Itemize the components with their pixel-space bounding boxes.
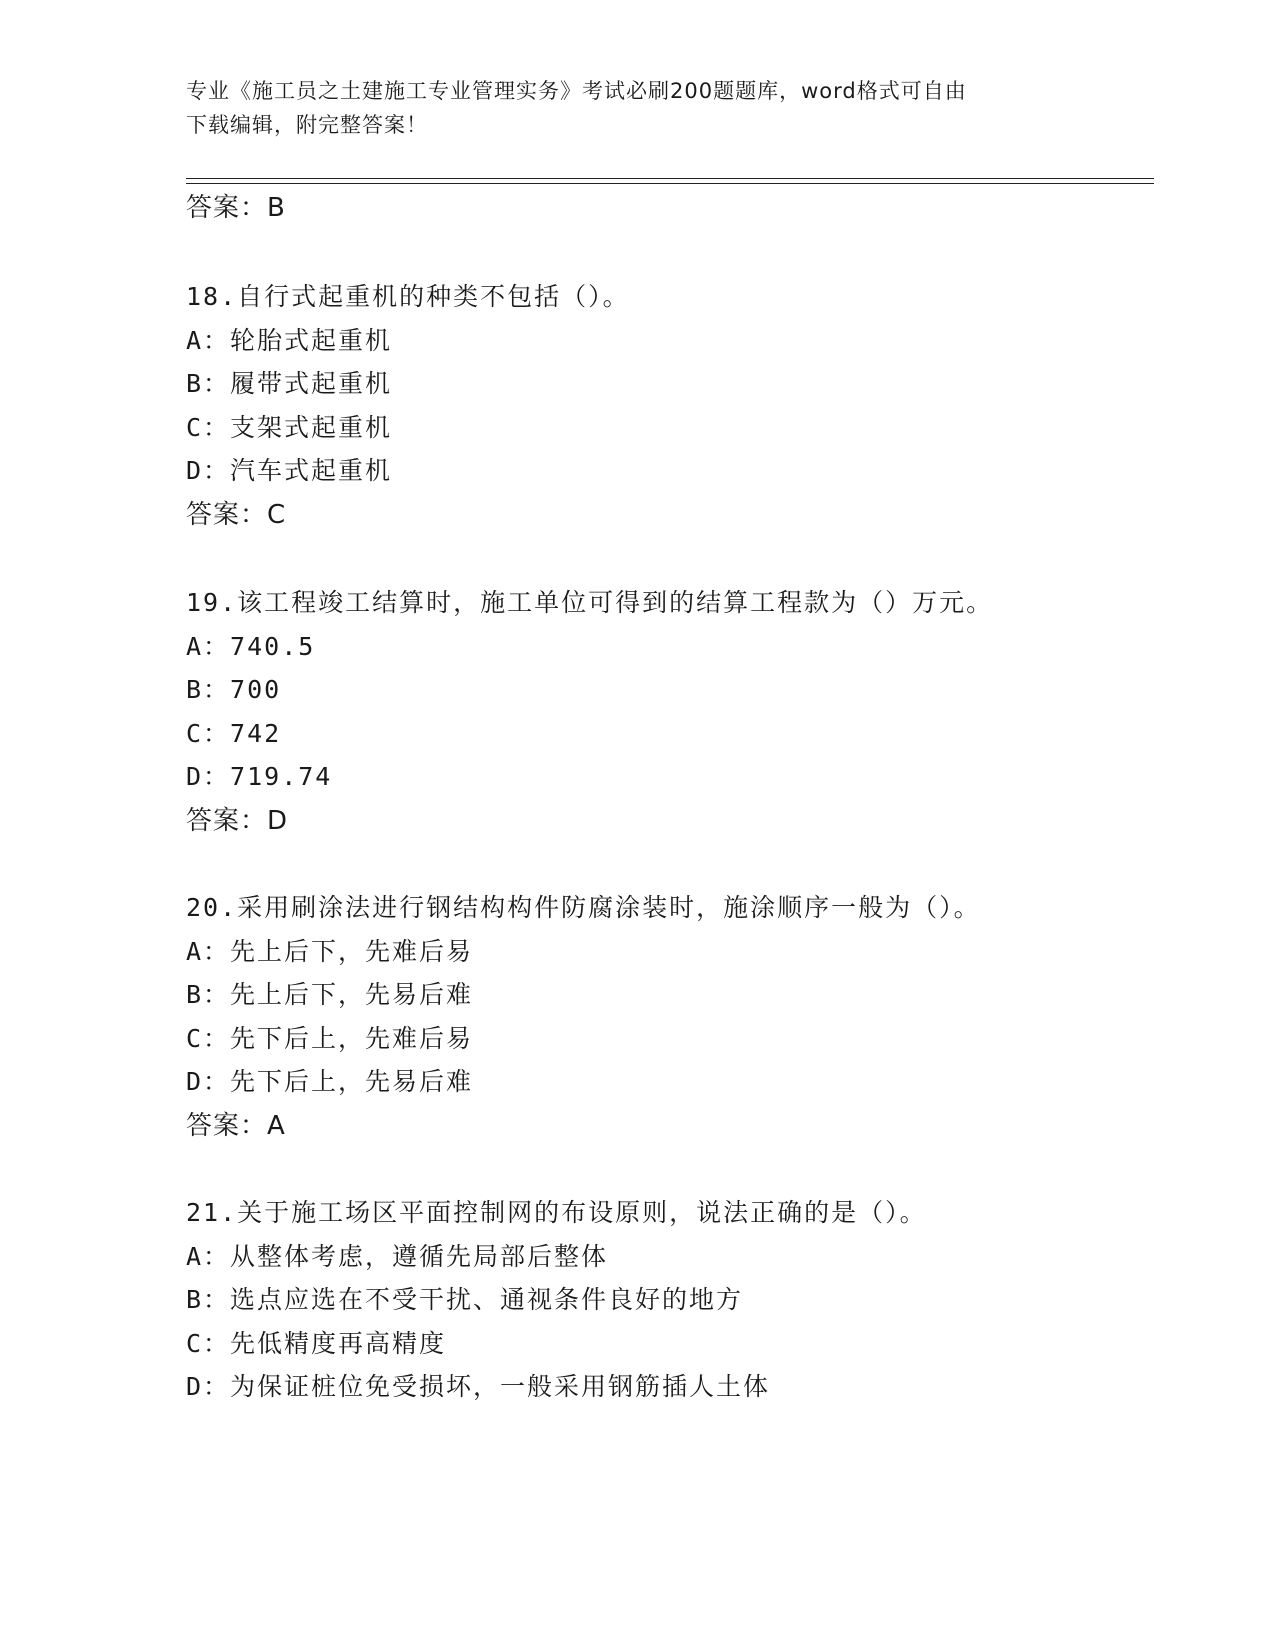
answer-line: 答案：D — [186, 806, 289, 836]
option-d: D：先下后上，先易后难 — [186, 1067, 474, 1096]
answer-line: 答案：B — [186, 193, 286, 223]
option-c: C：先低精度再高精度 — [186, 1329, 447, 1358]
answer-line: 答案：A — [186, 1111, 286, 1141]
option-b: B：700 — [186, 675, 282, 704]
option-c: C：742 — [186, 719, 282, 748]
question-stem: 21.关于施工场区平面控制网的布设原则，说法正确的是（）。 — [186, 1198, 927, 1227]
option-d: D：719.74 — [186, 762, 333, 791]
header-rule-bottom — [186, 183, 1154, 184]
option-d: D：为保证桩位免受损坏，一般采用钢筋插人土体 — [186, 1372, 771, 1401]
option-c: C：支架式起重机 — [186, 413, 393, 442]
answer-line: 答案：C — [186, 500, 287, 530]
option-c: C：先下后上，先难后易 — [186, 1024, 474, 1053]
header-line-1: 专业《施工员之土建施工专业管理实务》考试必刷200题题库，word格式可自由 — [186, 79, 967, 103]
option-d: D：汽车式起重机 — [186, 456, 393, 485]
option-a: A：740.5 — [186, 632, 316, 661]
question-stem: 18.自行式起重机的种类不包括（）。 — [186, 282, 630, 311]
question-stem: 19.该工程竣工结算时，施工单位可得到的结算工程款为（）万元。 — [186, 588, 994, 617]
question-stem: 20.采用刷涂法进行钢结构构件防腐涂装时，施涂顺序一般为（）。 — [186, 893, 981, 922]
page-header — [186, 74, 1066, 142]
option-b: B：先上后下，先易后难 — [186, 980, 474, 1009]
header-line-2: 下载编辑，附完整答案！ — [186, 113, 428, 137]
option-a: A：轮胎式起重机 — [186, 326, 393, 355]
option-b: B：履带式起重机 — [186, 369, 393, 398]
header-rule-top — [186, 178, 1154, 179]
option-a: A：从整体考虑，遵循先局部后整体 — [186, 1242, 609, 1271]
option-a: A：先上后下，先难后易 — [186, 937, 474, 966]
option-b: B：选点应选在不受干扰、通视条件良好的地方 — [186, 1285, 744, 1314]
